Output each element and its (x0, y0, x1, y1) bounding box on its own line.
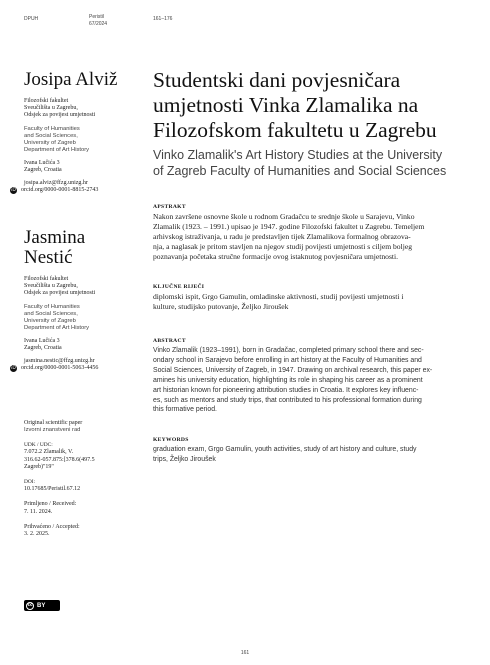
orcid-link[interactable] (10, 187, 142, 194)
accepted-label: Prihvaćeno / Accepted: (24, 523, 80, 530)
author-email[interactable]: jasmina.nestic@ffzg.unizg.hr (24, 358, 95, 365)
apstrakt-section (153, 204, 466, 262)
doi-value[interactable]: 10.17685/Peristil.67.12 (24, 486, 81, 493)
accepted-date: 3. 2. 2025. (24, 531, 50, 538)
article-subtitle-en: Vinko Zlamalik's Art History Studies at the University of Zagreb Faculty of Humanities and Social Sciences (153, 148, 447, 178)
kljucne-rijeci-text: diplomski ispit, Grgo Gamulin, omladinske aktivnosti, studij povijesti umjetnosti i kulture, studijsko putovanje, Željko Jiroušek (153, 292, 404, 311)
orcid-id[interactable]: orcid.org/0000-0001-5063-4456 (21, 365, 99, 372)
section-heading: ABSTRACT (153, 338, 186, 344)
orcid-link[interactable] (10, 365, 142, 372)
paper-type: Original scientific paper (24, 420, 83, 426)
affiliation-en: Faculty of Humanities and Social Sciences, University of Zagreb Department of Art History (24, 125, 90, 153)
author-block-2 (11, 227, 142, 372)
orcid-icon: iD (11, 188, 16, 194)
creative-commons-icon: cc (27, 603, 33, 608)
section-heading: APSTRAKT (153, 204, 186, 210)
author-email[interactable]: josipa.alviz@ffzg.unizg.hr (24, 180, 88, 187)
article-meta (24, 420, 142, 538)
address: Ivana Lučića 3 Zagreb, Croatia (24, 337, 62, 351)
author-name: Jasmina (24, 227, 86, 248)
section-heading: KLJUČNE RIJEČI (153, 284, 205, 290)
cc-by-license-badge[interactable] (24, 600, 60, 611)
paper-type-hr: Izvorni znanstveni rad (24, 427, 81, 434)
journal-code: DPUH (24, 16, 39, 22)
orcid-icon: iD (11, 366, 16, 372)
article-title: Studentski dani povjesničara umjetnosti Vinka Zlamalika na Filozofskom fakultetu u Zagrebu (153, 68, 437, 142)
abstract-text: Vinko Zlamalik (1923–1991), born in Gradačac, completed primary school there and sec- ondary school in Sarajevo before enrolling in art history at the Faculty of Humanities and Social Sciences, University of Zagreb, in 1947. Drawing on archival research, this paper ex- amines his university education, highlighting its role in shaping his career as a prominent art historian known for pioneering attribution studies in Croatia. It explores key influenc- es, such as mentors and study trips, that contributed to his professional formation during this formative period. (153, 347, 433, 414)
doi-label: DOI: (24, 479, 36, 486)
journal-issue: 67/2024 (89, 21, 108, 27)
keywords-section (153, 437, 466, 465)
page-range: 161–176 (153, 16, 173, 22)
author-name: Josipa Alviž (24, 69, 118, 90)
apstrakt-text: Nakon završene osnovne škole u rodnom Gradačcu te srednje škole u Sarajevu, Vinko Zlamalik (1923. – 1991.) upisao je 1947. godine Filozofski fakultet u Zagrebu. Temeljem arhivskog istraživanja, u radu je predstavljen tijek Zlamalikova formalnog obrazova- nja, a naglasak je pritom stavljen na njegov studij povijesti umjetnosti s ciljem boljeg poznavanja početaka stručne formacije ovog istaknutog povjesničara umjetnosti. (153, 212, 425, 261)
license-label: BY (37, 602, 46, 609)
orcid-id[interactable]: orcid.org/0000-0001-8815-2743 (21, 187, 99, 194)
section-heading: KEYWORDS (153, 437, 189, 443)
address: Ivana Lučića 3 Zagreb, Croatia (24, 159, 62, 173)
author-name-line-2: Nestić (24, 247, 73, 268)
abstract-section (153, 338, 466, 415)
received-date: 7. 11. 2024. (24, 508, 53, 515)
journal-name: Peristil (89, 14, 105, 20)
author-block-1 (11, 69, 142, 194)
page-number: 161 (240, 650, 250, 656)
affiliation-hr: Filozofski fakultet Sveučilišta u Zagrebu, Odsjek za povijest umjetnosti (24, 98, 96, 119)
kljucne-rijeci-section (153, 284, 466, 312)
affiliation-hr: Filozofski fakultet Sveučilišta u Zagrebu, Odsjek za povijest umjetnosti (24, 276, 96, 297)
udk-label: UDK / UDC: (24, 442, 53, 449)
keywords-text: graduation exam, Grgo Gamulin, youth activities, study of art history and culture, study trips, Željko Jiroušek (153, 446, 417, 463)
udk-value: 7.072.2 Zlamalik, V. 316.62-057.875:[378.6(497.5 Zagreb)"19" (24, 449, 95, 470)
affiliation-en: Faculty of Humanities and Social Sciences, University of Zagreb Department of Art History (24, 303, 90, 331)
received-label: Primljeno / Received: (24, 501, 77, 508)
